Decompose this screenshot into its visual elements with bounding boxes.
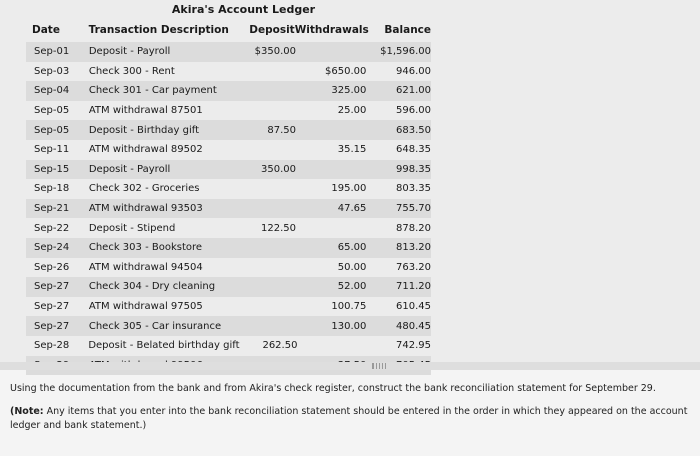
cell-balance: 998.35	[396, 163, 431, 175]
ledger-rows	[26, 42, 431, 375]
horizontal-scrollbar[interactable]	[0, 362, 700, 370]
cell-withdrawal: 100.75	[331, 301, 367, 313]
ledger-header-row	[26, 18, 431, 42]
cell-balance: 596.00	[396, 105, 431, 117]
table-row	[26, 140, 431, 160]
header-withdrawals: Withdrawals	[294, 24, 369, 36]
table-row	[26, 101, 431, 121]
cell-withdrawal: 47.65	[337, 203, 367, 215]
cell-date: Sep-03	[34, 65, 70, 77]
cell-description: ATM withdrawal 94504	[88, 261, 203, 273]
table-row	[26, 336, 431, 356]
table-row	[26, 42, 431, 62]
cell-balance: 803.35	[396, 183, 431, 195]
cell-date: Sep-15	[34, 163, 70, 175]
header-balance: Balance	[384, 24, 432, 36]
cell-date: Sep-27	[34, 301, 70, 313]
header-description: Transaction Description	[88, 24, 229, 36]
cell-description: ATM withdrawal 89502	[88, 144, 203, 156]
table-row	[26, 218, 431, 238]
note-text: Any items that you enter into the bank reconciliation statement should be entered in the order in which they appeared on the account ledger and bank statement.)	[10, 406, 688, 431]
cell-description: ATM withdrawal 87501	[88, 105, 203, 117]
cell-date: Sep-27	[34, 281, 70, 293]
cell-withdrawal: 50.00	[337, 261, 367, 273]
cell-date: Sep-18	[34, 183, 70, 195]
cell-date: Sep-01	[34, 46, 70, 58]
instruction-note	[10, 405, 690, 433]
cell-withdrawal: 325.00	[331, 85, 367, 97]
cell-date: Sep-27	[34, 320, 70, 332]
cell-date: Sep-28	[34, 340, 70, 352]
cell-balance: 878.20	[396, 222, 431, 234]
account-ledger	[26, 2, 431, 375]
cell-withdrawal: 195.00	[331, 183, 367, 195]
cell-description: Check 302 - Groceries	[88, 183, 200, 195]
cell-date: Sep-05	[34, 105, 70, 117]
cell-withdrawal: 65.00	[337, 242, 367, 254]
cell-balance: 711.20	[396, 281, 431, 293]
cell-description: Check 301 - Car payment	[88, 85, 217, 97]
cell-description: Deposit - Payroll	[88, 46, 171, 58]
cell-date: Sep-26	[34, 261, 70, 273]
cell-deposit: 350.00	[261, 163, 297, 175]
table-row	[26, 81, 431, 101]
table-row	[26, 160, 431, 180]
table-row	[26, 179, 431, 199]
cell-date: Sep-04	[34, 85, 70, 97]
table-row	[26, 316, 431, 336]
cell-description: Check 305 - Car insurance	[88, 320, 222, 332]
cell-deposit: $350.00	[254, 46, 297, 58]
table-row	[26, 258, 431, 278]
cell-date: Sep-11	[34, 144, 70, 156]
cell-balance: 683.50	[396, 124, 431, 136]
cell-deposit: 122.50	[261, 222, 297, 234]
cell-description: ATM withdrawal 97505	[88, 301, 203, 313]
cell-balance: 763.20	[396, 261, 431, 273]
cell-withdrawal: 52.00	[337, 281, 367, 293]
table-row	[26, 297, 431, 317]
cell-date: Sep-05	[34, 124, 70, 136]
ledger-title: Akira's Account Ledger	[171, 3, 316, 16]
table-row	[26, 238, 431, 258]
header-deposit: Deposit	[249, 24, 295, 36]
cell-balance: 946.00	[396, 65, 431, 77]
cell-deposit: 262.50	[262, 340, 298, 352]
cell-description: Deposit - Birthday gift	[88, 124, 200, 136]
cell-balance: 610.45	[396, 301, 431, 313]
cell-balance: $1,596.00	[380, 46, 431, 58]
cell-balance: 755.70	[396, 203, 431, 215]
table-row	[26, 62, 431, 82]
cell-balance: 480.45	[396, 320, 431, 332]
cell-description: Deposit - Belated birthday gift	[88, 340, 240, 352]
cell-withdrawal: $650.00	[325, 65, 367, 77]
table-row	[26, 199, 431, 219]
cell-description: Deposit - Payroll	[88, 163, 171, 175]
cell-description: Check 300 - Rent	[88, 65, 175, 77]
cell-description: Deposit - Stipend	[88, 222, 176, 234]
cell-balance: 813.20	[396, 242, 431, 254]
cell-description: Check 304 - Dry cleaning	[88, 281, 216, 293]
scroll-grip-icon[interactable]	[372, 363, 386, 369]
cell-description: Check 303 - Bookstore	[88, 242, 203, 254]
cell-balance: 648.35	[396, 144, 431, 156]
instructions	[10, 382, 690, 442]
cell-deposit: 87.50	[267, 124, 297, 136]
table-row	[26, 120, 431, 140]
cell-withdrawal: 25.00	[337, 105, 367, 117]
cell-withdrawal: 35.15	[337, 144, 367, 156]
cell-date: Sep-21	[34, 203, 70, 215]
header-date: Date	[32, 24, 60, 36]
cell-date: Sep-24	[34, 242, 70, 254]
table-row	[26, 277, 431, 297]
cell-balance: 742.95	[395, 340, 431, 352]
cell-withdrawal: 130.00	[331, 320, 367, 332]
instruction-main: Using the documentation from the bank and from Akira's check register, construct the bank reconciliation statement for September 29.	[10, 383, 656, 394]
cell-date: Sep-22	[34, 222, 70, 234]
cell-balance: 621.00	[396, 85, 431, 97]
note-label: (Note:	[10, 406, 44, 417]
cell-description: ATM withdrawal 93503	[88, 203, 203, 215]
